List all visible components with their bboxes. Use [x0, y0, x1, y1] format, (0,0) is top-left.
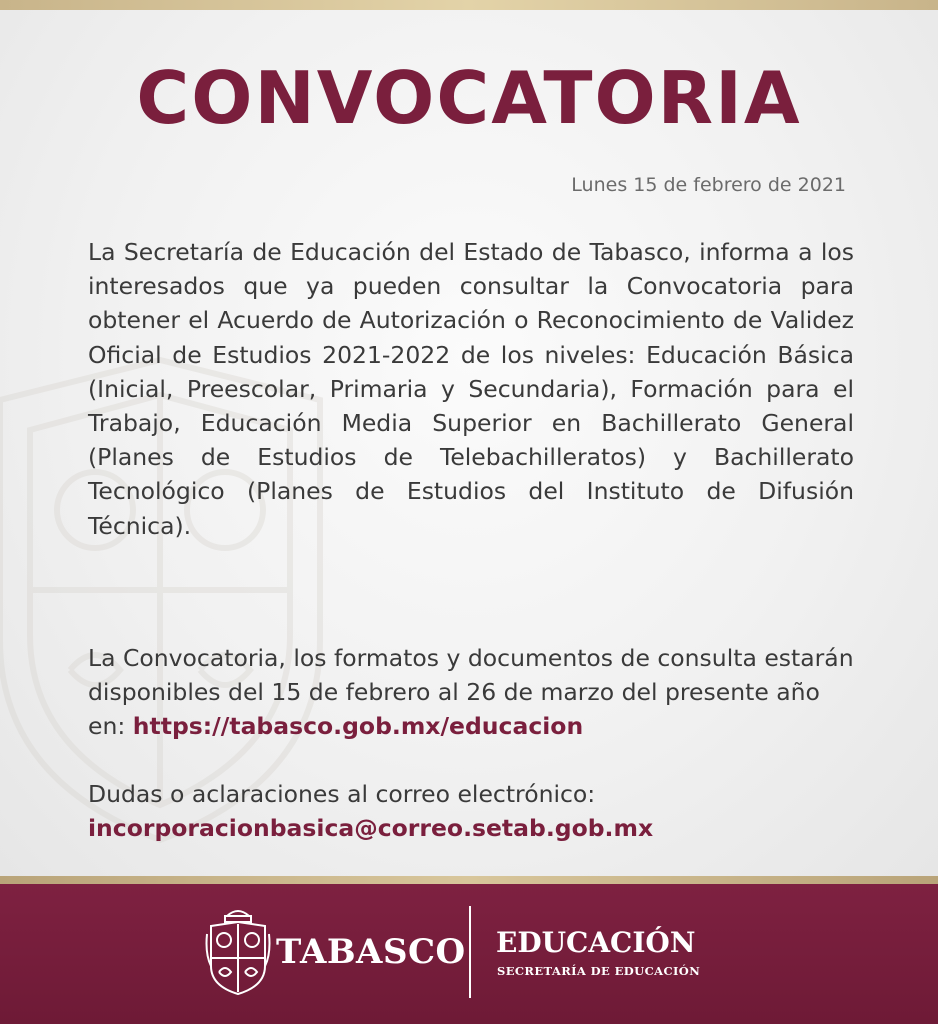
publication-date: Lunes 15 de febrero de 2021 — [571, 174, 846, 196]
footer-banner — [0, 884, 938, 1024]
tabasco-brand-text: TABASCO — [276, 932, 466, 972]
page-title: CONVOCATORIA — [136, 56, 802, 140]
availability-text: La Convocatoria, los formatos y documentos de consulta estarán disponibles del 15 de febrero al 26 de marzo del presente año en: — [88, 644, 854, 741]
contact-text: Dudas o aclaraciones al correo electrónico: — [88, 780, 596, 808]
tabasco-coat-of-arms-icon — [205, 904, 271, 996]
availability-paragraph — [88, 641, 854, 744]
contact-email-link[interactable]: incorporacionbasica@correo.setab.gob.mx — [88, 814, 654, 843]
footer-divider — [469, 906, 471, 998]
announcement-panel — [0, 10, 938, 876]
website-link[interactable]: https://tabasco.gob.mx/educacion — [132, 712, 584, 741]
top-gold-band — [0, 0, 938, 10]
educacion-brand-title: EDUCACIÓN — [496, 926, 696, 959]
footer-gold-band — [0, 876, 938, 884]
announcement-paragraph: La Secretaría de Educación del Estado de Tabasco, informa a los interesados que ya pueden consultar la Convocatoria para obtener el Acuerdo de Autorización o Reconocimiento de Validez Oficial de Estudios 2021-2022 de los niveles: Educación Básica (Inicial, Preescolar, Primaria y Secundaria), Formación para el Trabajo, Educación Media Superior en Bachillerato General (Planes de Estudios de Telebachilleratos) y Bachillerato Tecnológico (Planes de Estudios del Instituto de Difusión Técnica). — [88, 238, 854, 540]
educacion-brand-subtitle: SECRETARÍA DE EDUCACIÓN — [497, 964, 701, 978]
contact-paragraph — [88, 777, 854, 845]
